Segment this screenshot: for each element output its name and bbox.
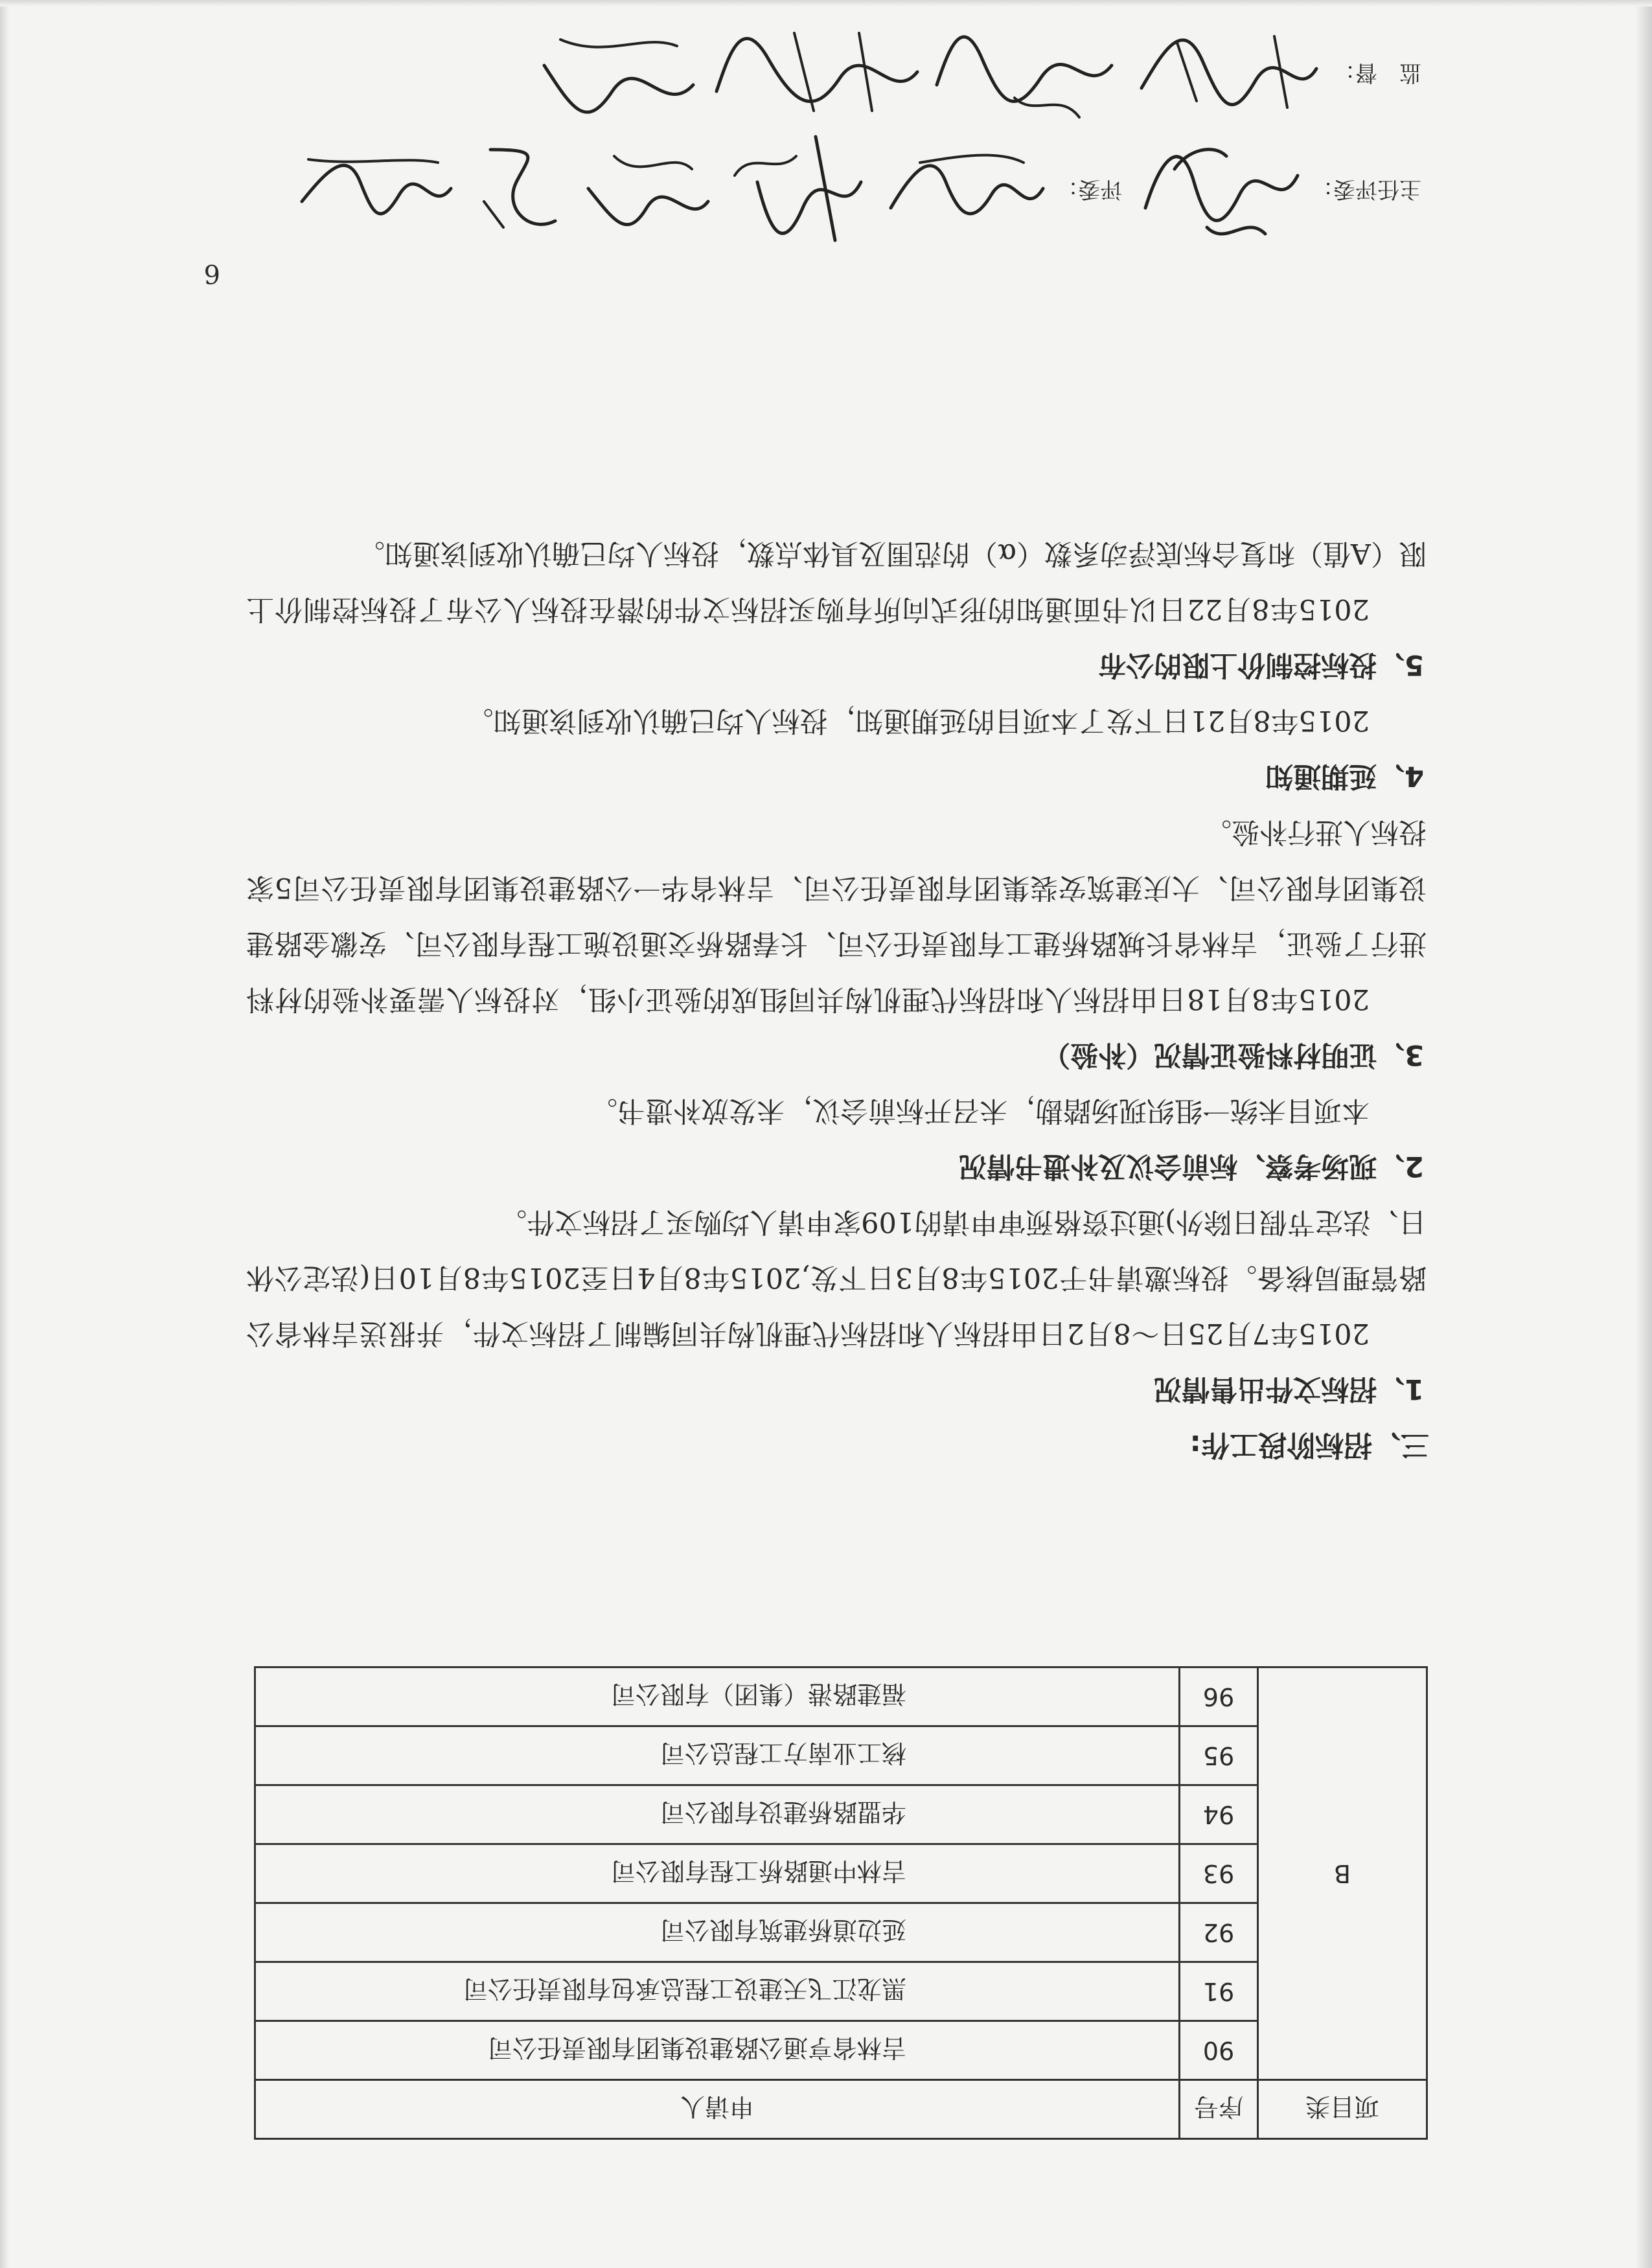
seq-cell: 94 [1180, 1785, 1258, 1844]
seq-cell: 95 [1180, 1726, 1258, 1785]
table-row [255, 1785, 1427, 1844]
supervisor-signature-4 [534, 20, 703, 130]
applicant-cell: 吉林省亨通公路建设集团有限责任公司 [255, 2021, 1180, 2080]
applicant-table [254, 1666, 1428, 2140]
seq-cell: 96 [1180, 1667, 1258, 1726]
seq-cell: 90 [1180, 2021, 1258, 2080]
judges-signature-row [289, 130, 1421, 253]
category-cell: B [1258, 1667, 1427, 2080]
page-number: 6 [203, 258, 220, 288]
item2-title: 2、现场考察、标前会议及补遗书情况 [959, 1150, 1424, 1182]
chair-signature [1136, 130, 1304, 253]
item4-text: 2015年8月21日下发了本项目的延期通知，投标人均已确认收到该通知。 [465, 704, 1370, 737]
supervisor-signature-3 [710, 20, 924, 130]
item3-text: 2015年8月18日由招标人和招标代理机构共同组成的验证小组，对投标人需要补验的材料进行了验证，吉林省长城路桥建工有限责任公司、长春路桥交通设施工程有限公司、安徽金路建设集团有限公司、大庆建筑安装集团有限责任公司、吉林省华一公路建设集团有限责任公司5家投标人进行补验。 [246, 816, 1427, 1015]
supervisor-label: 监 督： [1333, 60, 1421, 86]
table-row [255, 1726, 1427, 1785]
judge-signature-4 [465, 137, 568, 247]
applicant-cell: 黑龙江飞天建设工程总承包有限责任公司 [255, 1962, 1180, 2021]
applicant-cell: 福建路港（集团）有限公司 [255, 1667, 1180, 1726]
seq-cell: 92 [1180, 1903, 1258, 1962]
item5-text: 2015年8月22日以书面通知的形式向所有购买招标文件的潜在投标人公布了投标控制价上限（A值）和复合标底浮动系数（α）的范围及具体点数，投标人均已确认收到该通知。 [246, 537, 1427, 625]
judge-signature-3 [575, 137, 718, 247]
table-row [255, 2021, 1427, 2080]
applicant-cell: 延边道桥建筑有限公司 [255, 1903, 1180, 1962]
supervisor-signature-1 [1132, 23, 1326, 127]
item4-title: 4、延期通知 [1265, 760, 1424, 792]
item2-text: 本项目未统一组织现场踏勘，未召开标前会议，未发放补遗书。 [590, 1094, 1370, 1127]
supervisor-signature-row [534, 20, 1421, 130]
seq-cell: 93 [1180, 1844, 1258, 1903]
judge-signature-2 [725, 130, 874, 253]
seq-cell: 91 [1180, 1962, 1258, 2021]
applicant-cell: 华盟路桥建设有限公司 [255, 1785, 1180, 1844]
item5-title: 5、投标控制价上限的公布 [1098, 648, 1424, 681]
header-applicant: 申请人 [255, 2080, 1180, 2139]
judges-label: 评委： [1056, 176, 1123, 203]
supervisor-signature-2 [930, 20, 1125, 130]
header-category: 项目类 [1258, 2080, 1427, 2139]
table-row [255, 1962, 1427, 2021]
item1-text: 2015年7月25日～8月2日由招标人和招标代理机构共同编制了招标文件，并报送吉林省公路管理局核备。投标邀请书于2015年8月3日下发,2015年8月4日至2015年8月10日(法定公休日、法定节假日除外)通过资格预审申请的109家申请人均购买了招标文件。 [246, 1206, 1427, 1349]
applicant-cell: 核工业南方工程总公司 [255, 1726, 1180, 1785]
judge-signature-5 [289, 143, 457, 240]
section-body [246, 525, 1427, 1472]
table-header-row [255, 2080, 1427, 2139]
section-heading: 三、招标阶段工作: [1189, 1428, 1429, 1461]
header-seq: 序号 [1180, 2080, 1258, 2139]
table-row [255, 1844, 1427, 1903]
chair-judge-label: 主任评委： [1311, 176, 1421, 203]
table-row [255, 1903, 1427, 1962]
applicant-cell: 吉林中通路桥工程有限公司 [255, 1844, 1180, 1903]
judge-signature-1 [881, 137, 1050, 247]
table-row [255, 1667, 1427, 1726]
item1-title: 1、招标文件出售情况 [1154, 1373, 1424, 1405]
item3-title: 3、证明材料验证情况（补验） [1042, 1038, 1424, 1071]
